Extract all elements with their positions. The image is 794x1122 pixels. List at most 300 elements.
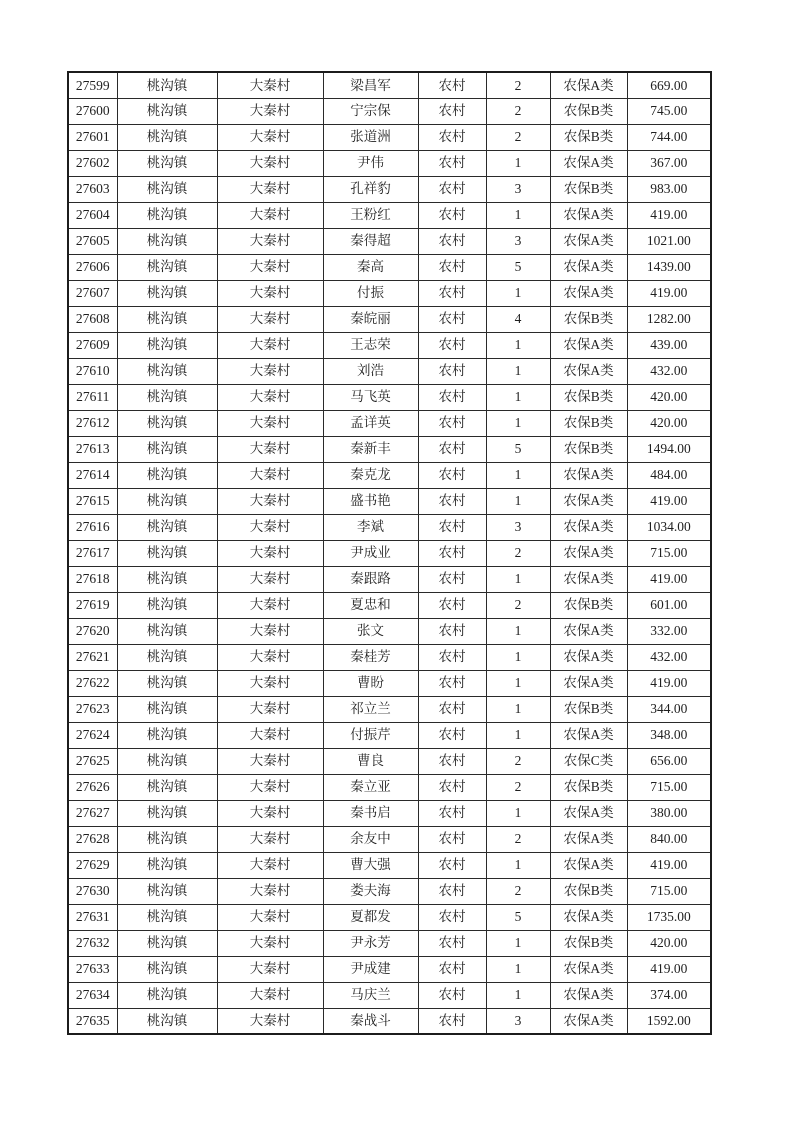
- cell-type: 农村: [418, 488, 486, 514]
- cell-count: 1: [486, 670, 550, 696]
- cell-amount: 344.00: [627, 696, 711, 722]
- cell-name: 尹成建: [323, 956, 418, 982]
- cell-count: 1: [486, 722, 550, 748]
- cell-name: 刘浩: [323, 358, 418, 384]
- cell-category: 农保B类: [550, 306, 627, 332]
- table-row: [68, 98, 711, 124]
- cell-id: 27626: [68, 774, 117, 800]
- cell-category: 农保A类: [550, 722, 627, 748]
- cell-amount: 840.00: [627, 826, 711, 852]
- table-row: [68, 306, 711, 332]
- cell-name: 秦立亚: [323, 774, 418, 800]
- cell-town: 桃沟镇: [117, 150, 217, 176]
- cell-type: 农村: [418, 800, 486, 826]
- cell-type: 农村: [418, 332, 486, 358]
- cell-amount: 744.00: [627, 124, 711, 150]
- cell-amount: 420.00: [627, 410, 711, 436]
- cell-village: 大秦村: [217, 800, 323, 826]
- cell-category: 农保A类: [550, 228, 627, 254]
- cell-id: 27633: [68, 956, 117, 982]
- cell-village: 大秦村: [217, 748, 323, 774]
- table-row: [68, 956, 711, 982]
- cell-village: 大秦村: [217, 436, 323, 462]
- cell-category: 农保B类: [550, 384, 627, 410]
- cell-type: 农村: [418, 930, 486, 956]
- cell-town: 桃沟镇: [117, 930, 217, 956]
- cell-name: 娄夫海: [323, 878, 418, 904]
- cell-amount: 439.00: [627, 332, 711, 358]
- cell-category: 农保C类: [550, 748, 627, 774]
- cell-count: 2: [486, 826, 550, 852]
- cell-village: 大秦村: [217, 696, 323, 722]
- cell-category: 农保A类: [550, 488, 627, 514]
- table-row: [68, 462, 711, 488]
- cell-village: 大秦村: [217, 202, 323, 228]
- cell-count: 1: [486, 696, 550, 722]
- table-row: [68, 280, 711, 306]
- cell-amount: 420.00: [627, 930, 711, 956]
- cell-count: 1: [486, 618, 550, 644]
- cell-id: 27622: [68, 670, 117, 696]
- cell-village: 大秦村: [217, 956, 323, 982]
- cell-amount: 419.00: [627, 670, 711, 696]
- cell-town: 桃沟镇: [117, 878, 217, 904]
- cell-amount: 745.00: [627, 98, 711, 124]
- cell-count: 1: [486, 982, 550, 1008]
- cell-type: 农村: [418, 722, 486, 748]
- cell-amount: 715.00: [627, 774, 711, 800]
- cell-town: 桃沟镇: [117, 176, 217, 202]
- cell-name: 祁立兰: [323, 696, 418, 722]
- cell-name: 李斌: [323, 514, 418, 540]
- cell-village: 大秦村: [217, 176, 323, 202]
- cell-id: 27632: [68, 930, 117, 956]
- cell-town: 桃沟镇: [117, 384, 217, 410]
- cell-name: 夏都发: [323, 904, 418, 930]
- table-row: [68, 540, 711, 566]
- table-row: [68, 332, 711, 358]
- cell-category: 农保B类: [550, 410, 627, 436]
- table-row: [68, 696, 711, 722]
- cell-type: 农村: [418, 618, 486, 644]
- cell-amount: 432.00: [627, 358, 711, 384]
- cell-count: 2: [486, 124, 550, 150]
- cell-town: 桃沟镇: [117, 982, 217, 1008]
- table-row: [68, 982, 711, 1008]
- cell-town: 桃沟镇: [117, 592, 217, 618]
- cell-category: 农保B类: [550, 436, 627, 462]
- cell-count: 4: [486, 306, 550, 332]
- cell-village: 大秦村: [217, 592, 323, 618]
- cell-type: 农村: [418, 540, 486, 566]
- cell-category: 农保A类: [550, 514, 627, 540]
- cell-id: 27614: [68, 462, 117, 488]
- cell-count: 1: [486, 488, 550, 514]
- table-row: [68, 124, 711, 150]
- cell-name: 尹伟: [323, 150, 418, 176]
- cell-town: 桃沟镇: [117, 72, 217, 98]
- table-row: [68, 852, 711, 878]
- cell-id: 27620: [68, 618, 117, 644]
- cell-town: 桃沟镇: [117, 956, 217, 982]
- cell-amount: 419.00: [627, 202, 711, 228]
- cell-type: 农村: [418, 982, 486, 1008]
- cell-id: 27630: [68, 878, 117, 904]
- cell-count: 2: [486, 774, 550, 800]
- table-body: [68, 72, 711, 1034]
- cell-amount: 419.00: [627, 280, 711, 306]
- cell-count: 1: [486, 800, 550, 826]
- cell-name: 宁宗保: [323, 98, 418, 124]
- cell-village: 大秦村: [217, 644, 323, 670]
- cell-amount: 484.00: [627, 462, 711, 488]
- cell-name: 曹盼: [323, 670, 418, 696]
- cell-category: 农保A类: [550, 1008, 627, 1034]
- cell-town: 桃沟镇: [117, 98, 217, 124]
- cell-type: 农村: [418, 514, 486, 540]
- cell-type: 农村: [418, 1008, 486, 1034]
- cell-category: 农保A类: [550, 280, 627, 306]
- cell-amount: 420.00: [627, 384, 711, 410]
- cell-amount: 1439.00: [627, 254, 711, 280]
- cell-id: 27619: [68, 592, 117, 618]
- cell-count: 1: [486, 358, 550, 384]
- cell-category: 农保A类: [550, 202, 627, 228]
- cell-category: 农保A类: [550, 644, 627, 670]
- cell-amount: 419.00: [627, 566, 711, 592]
- cell-count: 3: [486, 176, 550, 202]
- cell-id: 27604: [68, 202, 117, 228]
- cell-village: 大秦村: [217, 462, 323, 488]
- table-row: [68, 878, 711, 904]
- cell-name: 曹大强: [323, 852, 418, 878]
- cell-id: 27603: [68, 176, 117, 202]
- table-row: [68, 436, 711, 462]
- cell-category: 农保A类: [550, 982, 627, 1008]
- cell-type: 农村: [418, 228, 486, 254]
- cell-town: 桃沟镇: [117, 306, 217, 332]
- cell-type: 农村: [418, 150, 486, 176]
- cell-town: 桃沟镇: [117, 774, 217, 800]
- cell-town: 桃沟镇: [117, 748, 217, 774]
- cell-village: 大秦村: [217, 358, 323, 384]
- cell-category: 农保A类: [550, 956, 627, 982]
- cell-id: 27617: [68, 540, 117, 566]
- cell-type: 农村: [418, 696, 486, 722]
- cell-type: 农村: [418, 306, 486, 332]
- cell-type: 农村: [418, 462, 486, 488]
- cell-town: 桃沟镇: [117, 644, 217, 670]
- cell-village: 大秦村: [217, 982, 323, 1008]
- cell-type: 农村: [418, 774, 486, 800]
- cell-type: 农村: [418, 956, 486, 982]
- cell-type: 农村: [418, 176, 486, 202]
- cell-amount: 380.00: [627, 800, 711, 826]
- cell-type: 农村: [418, 202, 486, 228]
- cell-village: 大秦村: [217, 826, 323, 852]
- cell-village: 大秦村: [217, 878, 323, 904]
- cell-village: 大秦村: [217, 72, 323, 98]
- cell-amount: 1494.00: [627, 436, 711, 462]
- cell-id: 27624: [68, 722, 117, 748]
- cell-town: 桃沟镇: [117, 124, 217, 150]
- cell-count: 2: [486, 748, 550, 774]
- cell-type: 农村: [418, 98, 486, 124]
- cell-town: 桃沟镇: [117, 514, 217, 540]
- cell-id: 27615: [68, 488, 117, 514]
- cell-village: 大秦村: [217, 722, 323, 748]
- cell-village: 大秦村: [217, 852, 323, 878]
- cell-town: 桃沟镇: [117, 436, 217, 462]
- cell-name: 尹永芳: [323, 930, 418, 956]
- cell-town: 桃沟镇: [117, 800, 217, 826]
- cell-amount: 348.00: [627, 722, 711, 748]
- cell-amount: 1592.00: [627, 1008, 711, 1034]
- cell-town: 桃沟镇: [117, 358, 217, 384]
- cell-name: 夏忠和: [323, 592, 418, 618]
- cell-category: 农保B类: [550, 774, 627, 800]
- table-row: [68, 72, 711, 98]
- cell-category: 农保B类: [550, 124, 627, 150]
- cell-village: 大秦村: [217, 228, 323, 254]
- cell-name: 秦克龙: [323, 462, 418, 488]
- cell-type: 农村: [418, 124, 486, 150]
- cell-id: 27618: [68, 566, 117, 592]
- cell-count: 1: [486, 202, 550, 228]
- cell-type: 农村: [418, 878, 486, 904]
- cell-id: 27612: [68, 410, 117, 436]
- cell-type: 农村: [418, 72, 486, 98]
- cell-id: 27606: [68, 254, 117, 280]
- cell-town: 桃沟镇: [117, 1008, 217, 1034]
- cell-id: 27608: [68, 306, 117, 332]
- cell-amount: 419.00: [627, 488, 711, 514]
- cell-name: 秦新丰: [323, 436, 418, 462]
- cell-village: 大秦村: [217, 514, 323, 540]
- cell-name: 秦得超: [323, 228, 418, 254]
- cell-count: 1: [486, 644, 550, 670]
- cell-type: 农村: [418, 254, 486, 280]
- cell-village: 大秦村: [217, 774, 323, 800]
- cell-amount: 1021.00: [627, 228, 711, 254]
- cell-id: 27631: [68, 904, 117, 930]
- cell-id: 27599: [68, 72, 117, 98]
- cell-village: 大秦村: [217, 540, 323, 566]
- cell-count: 1: [486, 150, 550, 176]
- cell-count: 1: [486, 384, 550, 410]
- table-row: [68, 176, 711, 202]
- cell-id: 27627: [68, 800, 117, 826]
- cell-count: 3: [486, 1008, 550, 1034]
- cell-id: 27616: [68, 514, 117, 540]
- cell-amount: 367.00: [627, 150, 711, 176]
- table-row: [68, 254, 711, 280]
- cell-id: 27605: [68, 228, 117, 254]
- cell-category: 农保A类: [550, 72, 627, 98]
- table-row: [68, 358, 711, 384]
- table-row: [68, 930, 711, 956]
- cell-town: 桃沟镇: [117, 826, 217, 852]
- cell-village: 大秦村: [217, 930, 323, 956]
- table-row: [68, 566, 711, 592]
- cell-village: 大秦村: [217, 306, 323, 332]
- cell-type: 农村: [418, 592, 486, 618]
- cell-type: 农村: [418, 410, 486, 436]
- table-row: [68, 150, 711, 176]
- cell-village: 大秦村: [217, 150, 323, 176]
- cell-name: 秦皖丽: [323, 306, 418, 332]
- cell-town: 桃沟镇: [117, 462, 217, 488]
- cell-id: 27611: [68, 384, 117, 410]
- cell-town: 桃沟镇: [117, 618, 217, 644]
- payment-roster-table: [67, 71, 712, 1035]
- cell-category: 农保B类: [550, 176, 627, 202]
- cell-name: 王志荣: [323, 332, 418, 358]
- cell-id: 27613: [68, 436, 117, 462]
- cell-type: 农村: [418, 358, 486, 384]
- table-row: [68, 618, 711, 644]
- table-row: [68, 904, 711, 930]
- cell-count: 5: [486, 904, 550, 930]
- table-row: [68, 748, 711, 774]
- cell-count: 2: [486, 540, 550, 566]
- cell-village: 大秦村: [217, 280, 323, 306]
- cell-type: 农村: [418, 644, 486, 670]
- cell-name: 尹成业: [323, 540, 418, 566]
- cell-name: 秦高: [323, 254, 418, 280]
- cell-id: 27623: [68, 696, 117, 722]
- cell-amount: 374.00: [627, 982, 711, 1008]
- cell-id: 27609: [68, 332, 117, 358]
- cell-name: 孟详英: [323, 410, 418, 436]
- cell-name: 孔祥豹: [323, 176, 418, 202]
- table-row: [68, 670, 711, 696]
- cell-category: 农保B类: [550, 696, 627, 722]
- cell-type: 农村: [418, 826, 486, 852]
- cell-type: 农村: [418, 904, 486, 930]
- cell-town: 桃沟镇: [117, 852, 217, 878]
- cell-amount: 715.00: [627, 540, 711, 566]
- table-row: [68, 514, 711, 540]
- cell-count: 1: [486, 566, 550, 592]
- cell-village: 大秦村: [217, 670, 323, 696]
- cell-count: 2: [486, 878, 550, 904]
- cell-name: 秦战斗: [323, 1008, 418, 1034]
- cell-category: 农保B类: [550, 930, 627, 956]
- cell-village: 大秦村: [217, 904, 323, 930]
- table-row: [68, 410, 711, 436]
- cell-id: 27635: [68, 1008, 117, 1034]
- cell-type: 农村: [418, 280, 486, 306]
- cell-category: 农保A类: [550, 332, 627, 358]
- table-row: [68, 202, 711, 228]
- cell-count: 2: [486, 72, 550, 98]
- cell-amount: 419.00: [627, 956, 711, 982]
- cell-id: 27634: [68, 982, 117, 1008]
- cell-type: 农村: [418, 436, 486, 462]
- cell-category: 农保A类: [550, 826, 627, 852]
- table-row: [68, 228, 711, 254]
- cell-id: 27625: [68, 748, 117, 774]
- cell-category: 农保A类: [550, 670, 627, 696]
- table-row: [68, 722, 711, 748]
- table-row: [68, 592, 711, 618]
- cell-category: 农保A类: [550, 618, 627, 644]
- cell-town: 桃沟镇: [117, 670, 217, 696]
- cell-village: 大秦村: [217, 332, 323, 358]
- cell-village: 大秦村: [217, 124, 323, 150]
- cell-name: 付振芹: [323, 722, 418, 748]
- cell-category: 农保A类: [550, 540, 627, 566]
- cell-name: 秦桂芳: [323, 644, 418, 670]
- cell-town: 桃沟镇: [117, 488, 217, 514]
- cell-town: 桃沟镇: [117, 904, 217, 930]
- cell-village: 大秦村: [217, 98, 323, 124]
- cell-village: 大秦村: [217, 384, 323, 410]
- cell-town: 桃沟镇: [117, 332, 217, 358]
- cell-category: 农保A类: [550, 852, 627, 878]
- cell-type: 农村: [418, 384, 486, 410]
- cell-category: 农保A类: [550, 254, 627, 280]
- cell-amount: 432.00: [627, 644, 711, 670]
- cell-category: 农保A类: [550, 904, 627, 930]
- table-row: [68, 1008, 711, 1034]
- cell-amount: 601.00: [627, 592, 711, 618]
- cell-name: 梁昌军: [323, 72, 418, 98]
- cell-amount: 983.00: [627, 176, 711, 202]
- cell-category: 农保A类: [550, 150, 627, 176]
- cell-id: 27621: [68, 644, 117, 670]
- cell-amount: 1034.00: [627, 514, 711, 540]
- table-row: [68, 384, 711, 410]
- cell-count: 1: [486, 332, 550, 358]
- cell-count: 5: [486, 254, 550, 280]
- cell-id: 27610: [68, 358, 117, 384]
- cell-count: 1: [486, 462, 550, 488]
- cell-count: 3: [486, 228, 550, 254]
- cell-id: 27601: [68, 124, 117, 150]
- cell-amount: 1282.00: [627, 306, 711, 332]
- cell-category: 农保A类: [550, 566, 627, 592]
- cell-name: 秦跟路: [323, 566, 418, 592]
- cell-town: 桃沟镇: [117, 280, 217, 306]
- cell-count: 1: [486, 280, 550, 306]
- cell-count: 1: [486, 410, 550, 436]
- cell-type: 农村: [418, 852, 486, 878]
- cell-type: 农村: [418, 748, 486, 774]
- cell-type: 农村: [418, 670, 486, 696]
- cell-name: 余友中: [323, 826, 418, 852]
- cell-name: 付振: [323, 280, 418, 306]
- cell-count: 5: [486, 436, 550, 462]
- cell-category: 农保A类: [550, 462, 627, 488]
- cell-name: 马飞英: [323, 384, 418, 410]
- cell-name: 张道洲: [323, 124, 418, 150]
- cell-type: 农村: [418, 566, 486, 592]
- cell-count: 2: [486, 98, 550, 124]
- cell-name: 曹良: [323, 748, 418, 774]
- cell-category: 农保B类: [550, 878, 627, 904]
- cell-town: 桃沟镇: [117, 566, 217, 592]
- cell-amount: 419.00: [627, 852, 711, 878]
- table-row: [68, 644, 711, 670]
- table-row: [68, 800, 711, 826]
- cell-village: 大秦村: [217, 488, 323, 514]
- table-row: [68, 488, 711, 514]
- cell-village: 大秦村: [217, 1008, 323, 1034]
- cell-amount: 715.00: [627, 878, 711, 904]
- cell-category: 农保B类: [550, 98, 627, 124]
